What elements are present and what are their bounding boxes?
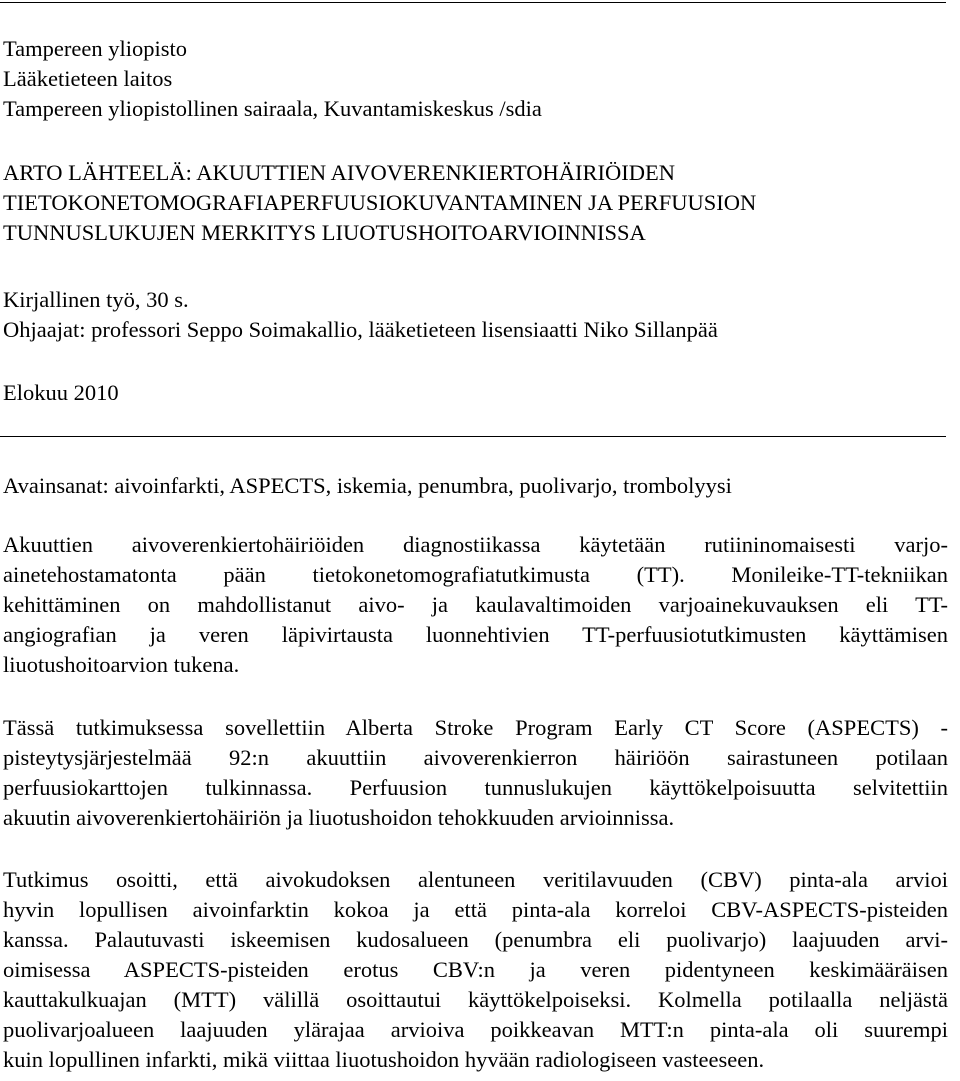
department-name: Lääketieteen laitos (3, 66, 173, 91)
paragraph-line: Tutkimus osoitti, että aivokudoksen alentuneen veritilavuuden (CBV) pinta-ala arvioi (3, 867, 948, 892)
title-line: TIETOKONETOMOGRAFIAPERFUUSIOKUVANTAMINEN JA PERFUUSION (3, 190, 757, 215)
paragraph-line: kauttakulkuajan (MTT) välillä osoittautui käyttökelpoiseksi. Kolmella potilaalla neljästä (3, 987, 948, 1012)
paragraph-line: puolivarjoalueen laajuuden ylärajaa arvioiva poikkeavan MTT:n pinta-ala oli suurempi (3, 1017, 948, 1042)
date: Elokuu 2010 (3, 380, 119, 405)
title-line: TUNNUSLUKUJEN MERKITYS LIUOTUSHOITOARVIOINNISSA (3, 220, 646, 245)
hospital-name: Tampereen yliopistollinen sairaala, Kuvantamiskeskus /sdia (3, 96, 542, 121)
work-info (3, 285, 948, 345)
paragraph-line: kanssa. Palautuvasti iskeemisen kudosalueen (penumbra eli puolivarjo) laajuuden arvi- (3, 927, 948, 952)
paragraph-line: ainetehostamatonta pään tietokonetomografiatutkimusta (TT). Monileike-TT-tekniikan (3, 562, 948, 587)
abstract-paragraph-1 (3, 530, 948, 680)
top-divider (0, 2, 946, 3)
paragraph-line: liuotushoitoarvion tukena. (3, 652, 240, 677)
work-type: Kirjallinen työ, 30 s. (3, 287, 189, 312)
thesis-title (3, 158, 948, 248)
title-line: ARTO LÄHTEELÄ: AKUUTTIEN AIVOVERENKIERTOHÄIRIÖIDEN (3, 160, 676, 185)
paragraph-line: Tässä tutkimuksessa sovellettiin Alberta Stroke Program Early CT Score (ASPECTS) - (3, 715, 948, 740)
paragraph-line: pisteytysjärjestelmää 92:n akuuttiin aivoverenkierron häiriöön sairastuneen potilaan (3, 745, 948, 770)
institution-header (3, 34, 948, 124)
keywords-block (3, 471, 948, 501)
paragraph-line: angiografian ja veren läpivirtausta luonnehtivien TT-perfuusiotutkimusten käyttämisen (3, 622, 948, 647)
abstract-paragraph-3 (3, 865, 948, 1075)
abstract-paragraph-2 (3, 713, 948, 833)
paragraph-line: akuutin aivoverenkiertohäiriön ja liuotushoidon tehokkuuden arvioinnissa. (3, 805, 675, 830)
paragraph-line: Akuuttien aivoverenkiertohäiriöiden diagnostiikassa käytetään rutiininomaisesti varjo- (3, 532, 948, 557)
date-block (3, 378, 948, 408)
paragraph-line: hyvin lopullisen aivoinfarktin kokoa ja että pinta-ala korreloi CBV-ASPECTS-pisteiden (3, 897, 948, 922)
keywords: Avainsanat: aivoinfarkti, ASPECTS, iskemia, penumbra, puolivarjo, trombolyysi (3, 473, 732, 498)
paragraph-line: oimisessa ASPECTS-pisteiden erotus CBV:n ja veren pidentyneen keskimääräisen (3, 957, 948, 982)
supervisors: Ohjaajat: professori Seppo Soimakallio, lääketieteen lisensiaatti Niko Sillanpää (3, 317, 718, 342)
paragraph-line: perfuusiokarttojen tulkinnassa. Perfuusion tunnuslukujen käyttökelpoisuutta selvitettiin (3, 775, 948, 800)
paragraph-line: kehittäminen on mahdollistanut aivo- ja kaulavaltimoiden varjoainekuvauksen eli TT- (3, 592, 948, 617)
university-name: Tampereen yliopisto (3, 36, 187, 61)
paragraph-line: kuin lopullinen infarkti, mikä viittaa liuotushoidon hyvään radiologiseen vasteeseen. (3, 1047, 765, 1072)
section-divider (0, 436, 946, 437)
